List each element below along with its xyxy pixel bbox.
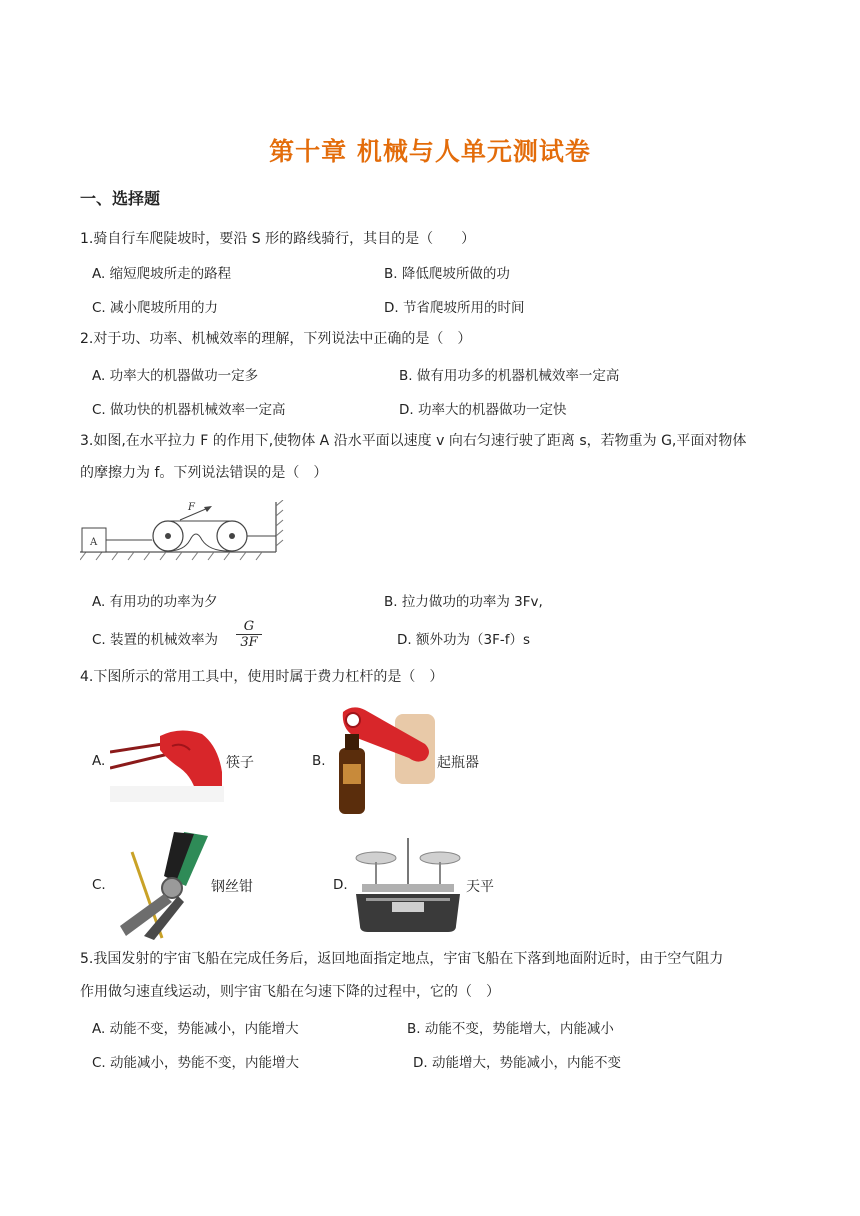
q1-option-a: A. 缩短爬坡所走的路程 [92,266,232,282]
section-heading: 一、选择题 [80,189,161,208]
q1-option-c: C. 减小爬坡所用的力 [92,300,219,316]
pulley-diagram [80,500,285,562]
q4-option-c-label: 钢丝钳 [211,879,253,895]
balance-scale-image [352,836,464,934]
fraction-numerator: G [243,619,255,634]
force-label: F [188,502,195,513]
q2-option-c: C. 做功快的机器机械效率一定高 [92,402,286,418]
q2-stem: 2.对于功、功率、机械效率的理解，下列说法中正确的是（ ） [80,331,472,347]
chopsticks-image [110,716,224,802]
q1-option-d: D. 节省爬坡所用的时间 [384,300,525,316]
q1-stem: 1.骑自行车爬陡坡时，要沿 S 形的路线骑行，其目的是（ ） [80,231,476,247]
q5-option-a: A. 动能不变，势能减小，内能增大 [92,1021,299,1037]
q3-option-c: C. 装置的机械效率为 [92,632,219,648]
q4-option-b-letter: B. [312,753,326,769]
q5-option-c: C. 动能减小，势能不变，内能增大 [92,1055,300,1071]
block-a-label: A [90,537,98,548]
q5-option-d: D. 动能增大，势能减小，内能不变 [413,1055,621,1071]
pliers-image [114,832,210,940]
q4-option-d-label: 天平 [466,879,494,895]
q1-option-b: B. 降低爬坡所做的功 [384,266,510,282]
q3-option-b: B. 拉力做功的功率为 3Fv, [384,594,543,610]
q3-option-d: D. 额外功为（3F-f）s [397,632,530,648]
q5-stem-line1: 5.我国发射的宇宙飞船在完成任务后，返回地面指定地点，宇宙飞船在下落到地面附近时，由于空气阻力 [80,951,724,967]
q3-option-a: A. 有用功的功率为夕 [92,594,218,610]
q5-stem-line2: 作用做匀速直线运动，则宇宙飞船在匀速下降的过程中，它的（ ） [80,984,500,1000]
q4-stem: 4.下图所示的常用工具中，使用时属于费力杠杆的是（ ） [80,669,444,685]
q4-option-b-label: 起瓶器 [437,755,479,771]
q4-option-c-letter: C. [92,877,106,893]
bottle-opener-image [335,704,435,814]
q4-option-d-letter: D. [333,877,348,893]
q3-stem-line1: 3.如图,在水平拉力 F 的作用下,使物体 A 沿水平面以速度 v 向右匀速行驶了距离 s，若物重为 G,平面对物体 [80,433,747,449]
efficiency-fraction [236,619,262,650]
fraction-denominator: 3F [236,634,262,650]
page-title: 第十章 机械与人单元测试卷 [269,137,591,166]
q3-stem-line2: 的摩擦力为 f。下列说法错误的是（ ） [80,465,328,481]
q2-option-b: B. 做有用功多的机器机械效率一定高 [399,368,620,384]
q5-option-b: B. 动能不变，势能增大，内能减小 [407,1021,614,1037]
q4-option-a-label: 筷子 [226,755,254,771]
q2-option-a: A. 功率大的机器做功一定多 [92,368,259,384]
q2-option-d: D. 功率大的机器做功一定快 [399,402,567,418]
q4-option-a-letter: A. [92,753,106,769]
